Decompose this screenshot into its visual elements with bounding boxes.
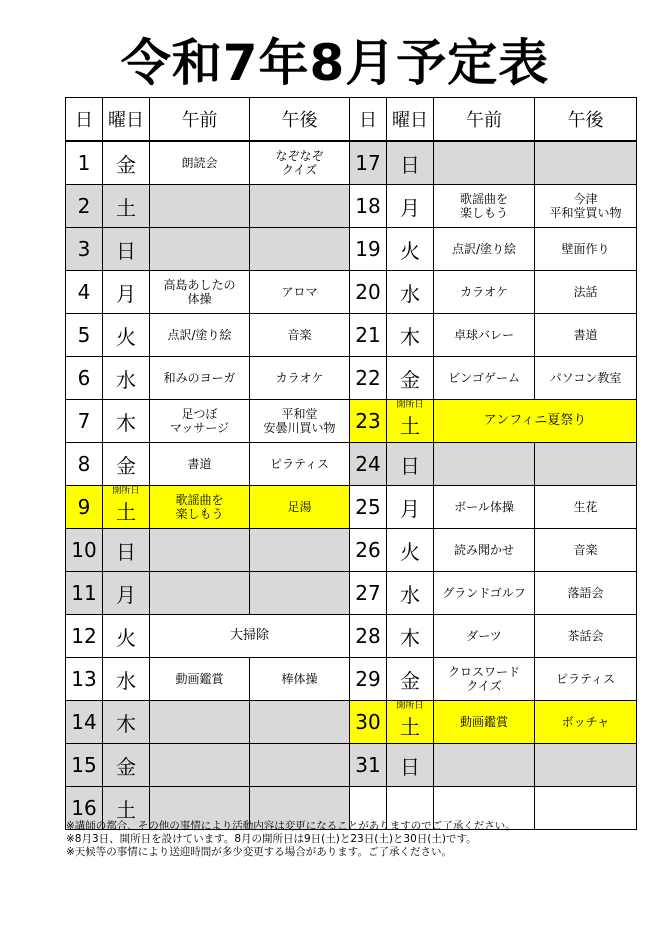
table-row <box>66 228 637 271</box>
activity-afternoon: ピラティス <box>535 658 637 701</box>
table-row <box>66 658 637 701</box>
weekday <box>387 271 434 314</box>
activity-morning <box>150 744 250 787</box>
weekday-text: 金 <box>400 367 420 392</box>
activity-line: 今津 <box>573 192 598 206</box>
page-title: 令和7年8月予定表 <box>120 34 550 92</box>
activity-afternoon <box>250 529 350 572</box>
activity-all-day: アンフィニ夏祭り <box>434 400 637 443</box>
activity-line: 安曇川買い物 <box>263 421 336 435</box>
activity-afternoon: 生花 <box>535 486 637 529</box>
activity-morning <box>150 486 250 529</box>
activity-afternoon: ボッチャ <box>535 701 637 744</box>
day-number: 26 <box>350 529 387 572</box>
weekday-text: 金 <box>116 754 136 779</box>
activity-morning: ボール体操 <box>434 486 535 529</box>
activity-line: 体操 <box>187 292 212 306</box>
activity-line: クロスワード <box>447 665 520 679</box>
day-number: 1 <box>66 141 103 185</box>
activity-morning: 動画鑑賞 <box>434 701 535 744</box>
activity-afternoon <box>250 400 350 443</box>
day-number: 16 <box>66 787 103 830</box>
activity-morning: グランドゴルフ <box>434 572 535 615</box>
header-day: 日 <box>350 98 387 142</box>
activity-afternoon: 落語会 <box>535 572 637 615</box>
activity-morning <box>150 529 250 572</box>
weekday <box>387 443 434 486</box>
weekday-text: 水 <box>400 281 420 306</box>
activity-morning: 朗読会 <box>150 141 250 185</box>
schedule-table <box>65 97 637 830</box>
activity-morning: 和みのヨーガ <box>150 357 250 400</box>
weekday <box>103 271 150 314</box>
header-weekday: 曜日 <box>387 98 434 142</box>
weekday-text: 水 <box>116 367 136 392</box>
table-row <box>66 572 637 615</box>
day-number: 21 <box>350 314 387 357</box>
header-afternoon: 午後 <box>250 98 350 142</box>
day-number: 31 <box>350 744 387 787</box>
day-number: 4 <box>66 271 103 314</box>
table-row <box>66 486 637 529</box>
day-number: 27 <box>350 572 387 615</box>
table-row <box>66 443 637 486</box>
day-number: 19 <box>350 228 387 271</box>
header-row <box>66 98 637 142</box>
activity-line: なぞなぞ <box>275 149 324 163</box>
header-morning: 午前 <box>150 98 250 142</box>
weekday <box>103 185 150 228</box>
activity-afternoon <box>535 443 637 486</box>
activity-afternoon: 音楽 <box>250 314 350 357</box>
day-number: 5 <box>66 314 103 357</box>
weekday-text: 月 <box>116 582 136 607</box>
activity-morning <box>150 228 250 271</box>
activity-morning <box>150 271 250 314</box>
weekday <box>387 314 434 357</box>
weekday <box>387 357 434 400</box>
weekday-text: 日 <box>116 238 136 263</box>
day-number: 14 <box>66 701 103 744</box>
activity-afternoon: 棒体操 <box>250 658 350 701</box>
weekday-text: 金 <box>116 453 136 478</box>
activity-line: 楽しもう <box>459 206 508 220</box>
activity-morning <box>150 185 250 228</box>
weekday-text: 木 <box>400 324 420 349</box>
activity-line: 楽しもう <box>175 507 224 521</box>
header-weekday: 曜日 <box>103 98 150 142</box>
activity-morning: 点訳/塗り絵 <box>150 314 250 357</box>
weekday-text: 火 <box>116 324 136 349</box>
open-day-label: 開所日 <box>396 400 424 410</box>
weekday-text: 金 <box>116 152 136 177</box>
table-row <box>66 744 637 787</box>
day-number: 6 <box>66 357 103 400</box>
day-number: 12 <box>66 615 103 658</box>
weekday <box>103 141 150 185</box>
weekday-text: 土 <box>400 714 420 739</box>
weekday <box>103 443 150 486</box>
activity-line: クイズ <box>281 163 318 177</box>
weekday-text: 月 <box>400 496 420 521</box>
activity-morning: カラオケ <box>434 271 535 314</box>
activity-afternoon <box>535 141 637 185</box>
note-line: ※天候等の事情により送迎時間が多少変更する場合があります。ご了承ください。 <box>66 846 452 858</box>
activity-morning <box>434 185 535 228</box>
activity-afternoon: 壁面作り <box>535 228 637 271</box>
activity-afternoon: 書道 <box>535 314 637 357</box>
weekday <box>387 744 434 787</box>
weekday <box>387 701 434 744</box>
weekday <box>387 185 434 228</box>
weekday-text: 月 <box>400 195 420 220</box>
weekday-text: 水 <box>400 582 420 607</box>
day-number: 30 <box>350 701 387 744</box>
activity-morning <box>434 658 535 701</box>
activity-afternoon <box>250 228 350 271</box>
weekday-text: 日 <box>400 754 420 779</box>
open-day-label: 開所日 <box>396 701 424 711</box>
activity-line: 歌謡曲を <box>459 192 508 206</box>
activity-all-day: 大掃除 <box>150 615 350 658</box>
activity-morning: 動画鑑賞 <box>150 658 250 701</box>
weekday <box>387 228 434 271</box>
activity-line: マッサージ <box>169 421 230 435</box>
activity-line: 足つぼ <box>181 407 218 421</box>
weekday <box>103 615 150 658</box>
table-row <box>66 314 637 357</box>
weekday-text: 土 <box>116 195 136 220</box>
activity-morning: 卓球バレー <box>434 314 535 357</box>
activity-afternoon: パソコン教室 <box>535 357 637 400</box>
weekday-text: 木 <box>116 711 136 736</box>
weekday-text: 月 <box>116 281 136 306</box>
activity-afternoon <box>250 701 350 744</box>
activity-line: 歌謡曲を <box>175 493 224 507</box>
weekday <box>387 658 434 701</box>
table-row <box>66 701 637 744</box>
activity-afternoon: 茶話会 <box>535 615 637 658</box>
weekday <box>103 744 150 787</box>
day-number: 13 <box>66 658 103 701</box>
activity-afternoon <box>250 141 350 185</box>
weekday <box>103 529 150 572</box>
activity-morning: ビンゴゲーム <box>434 357 535 400</box>
day-number: 8 <box>66 443 103 486</box>
activity-afternoon <box>535 185 637 228</box>
day-number: 25 <box>350 486 387 529</box>
activity-afternoon: 音楽 <box>535 529 637 572</box>
weekday-text: 日 <box>116 539 136 564</box>
activity-afternoon <box>535 744 637 787</box>
weekday <box>103 486 150 529</box>
day-number: 2 <box>66 185 103 228</box>
day-number: 7 <box>66 400 103 443</box>
weekday-text: 日 <box>400 152 420 177</box>
note-line: ※講師の都合、その他の事情により活動内容は変更になることがありますのでご了承ください。 <box>66 820 516 832</box>
day-number: 17 <box>350 141 387 185</box>
weekday <box>103 314 150 357</box>
header-afternoon: 午後 <box>535 98 637 142</box>
weekday-text: 土 <box>400 413 420 438</box>
weekday-text: 金 <box>400 668 420 693</box>
table-row <box>66 141 637 185</box>
activity-afternoon: 足湯 <box>250 486 350 529</box>
weekday <box>103 228 150 271</box>
weekday <box>103 357 150 400</box>
day-number: 29 <box>350 658 387 701</box>
day-number: 22 <box>350 357 387 400</box>
weekday <box>103 572 150 615</box>
weekday-text: 木 <box>116 410 136 435</box>
weekday <box>387 572 434 615</box>
weekday-text: 火 <box>400 539 420 564</box>
day-number: 23 <box>350 400 387 443</box>
weekday <box>387 141 434 185</box>
table-row <box>66 615 637 658</box>
header-morning: 午前 <box>434 98 535 142</box>
day-number: 18 <box>350 185 387 228</box>
activity-afternoon: カラオケ <box>250 357 350 400</box>
table-row <box>66 400 637 443</box>
weekday-text: 日 <box>400 453 420 478</box>
activity-morning <box>150 572 250 615</box>
activity-morning: ダーツ <box>434 615 535 658</box>
activity-morning: 読み聞かせ <box>434 529 535 572</box>
activity-afternoon: 法話 <box>535 271 637 314</box>
weekday-text: 水 <box>116 668 136 693</box>
weekday-text: 木 <box>400 625 420 650</box>
activity-morning <box>434 141 535 185</box>
note-line: ※8月3日、開所日を設けています。8月の開所日は9日(土)と23日(土)と30日(土)です。 <box>66 833 477 845</box>
activity-line: 平和堂 <box>281 407 318 421</box>
weekday <box>103 400 150 443</box>
activity-line: クイズ <box>466 679 502 693</box>
notes <box>66 820 646 859</box>
activity-afternoon <box>250 744 350 787</box>
weekday-text: 土 <box>116 797 136 822</box>
weekday <box>103 701 150 744</box>
weekday <box>387 400 434 443</box>
activity-morning <box>150 400 250 443</box>
activity-morning <box>150 701 250 744</box>
table-row <box>66 185 637 228</box>
day-number: 3 <box>66 228 103 271</box>
weekday <box>387 486 434 529</box>
day-number: 24 <box>350 443 387 486</box>
weekday <box>387 615 434 658</box>
weekday <box>103 658 150 701</box>
header-day: 日 <box>66 98 103 142</box>
weekday-text: 火 <box>400 238 420 263</box>
activity-line: 高島あしたの <box>163 278 236 292</box>
activity-morning <box>434 443 535 486</box>
open-day-label: 開所日 <box>112 486 140 496</box>
table-row <box>66 357 637 400</box>
activity-afternoon: アロマ <box>250 271 350 314</box>
day-number: 15 <box>66 744 103 787</box>
day-number: 9 <box>66 486 103 529</box>
day-number: 10 <box>66 529 103 572</box>
activity-morning: 書道 <box>150 443 250 486</box>
activity-afternoon <box>250 572 350 615</box>
activity-afternoon: ピラティス <box>250 443 350 486</box>
weekday-text: 火 <box>116 625 136 650</box>
weekday-text: 土 <box>116 499 136 524</box>
activity-line: 平和堂買い物 <box>549 206 622 220</box>
activity-afternoon <box>250 185 350 228</box>
day-number: 28 <box>350 615 387 658</box>
activity-morning: 点訳/塗り絵 <box>434 228 535 271</box>
table-row <box>66 271 637 314</box>
day-number: 20 <box>350 271 387 314</box>
weekday <box>387 529 434 572</box>
activity-morning <box>434 744 535 787</box>
table-row <box>66 529 637 572</box>
day-number: 11 <box>66 572 103 615</box>
